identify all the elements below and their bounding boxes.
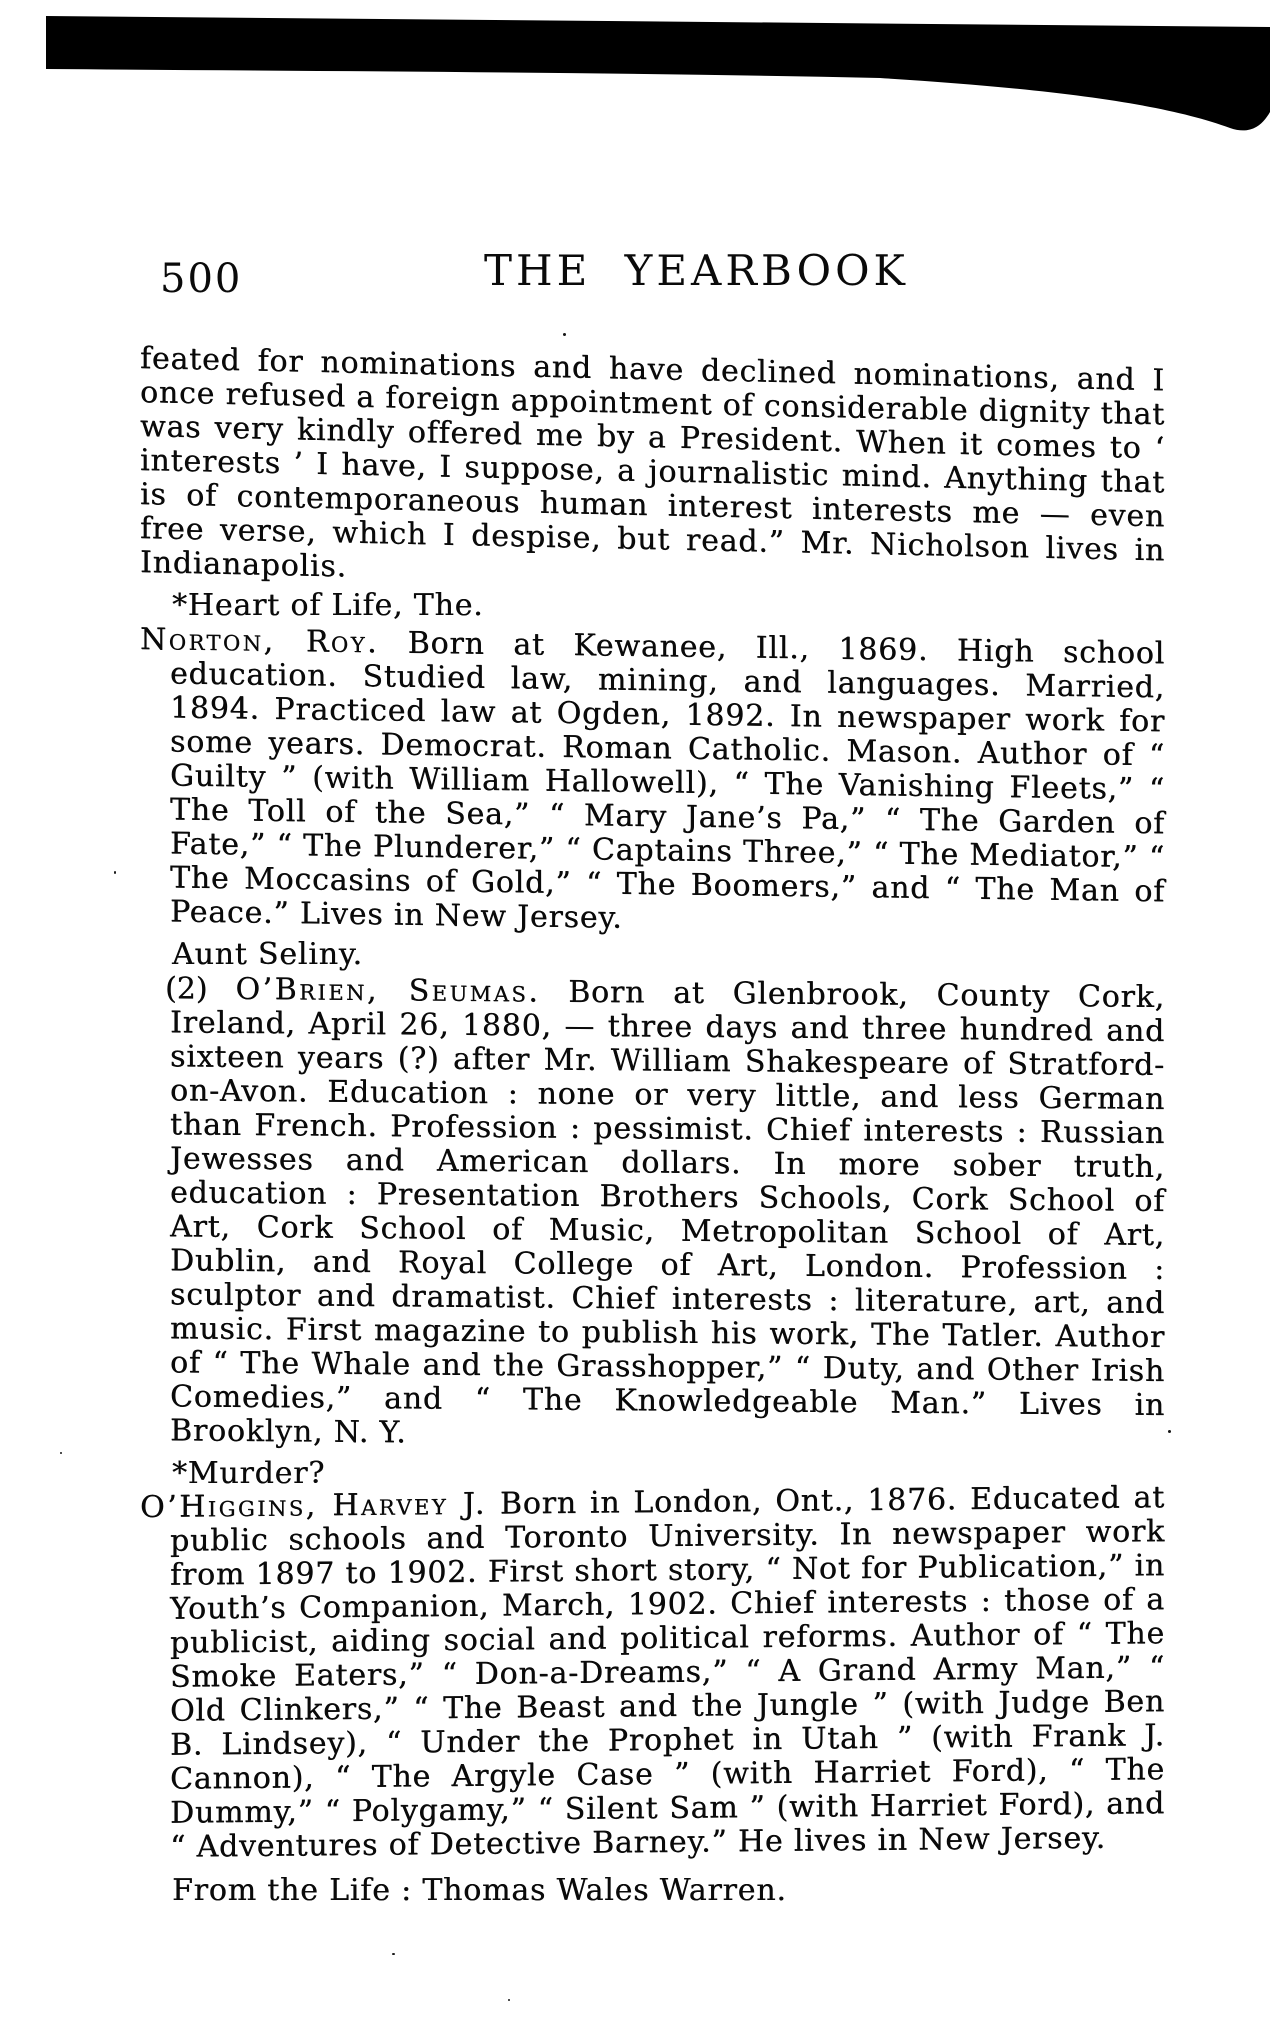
page-number: 500 [160, 256, 243, 302]
entry-ohiggins-body: Born in London, Ont., 1876. Educated at public schools and Toronto University. In newspaper work from 1897 to 1902. First short story, “ Not for Publication,” in Youth’s Companion, March, 1902. Chief interests : those of a publicist, aiding social and political reforms. Author of “ The Smoke Eaters,” “ Don-a-Dreams,” “ A Grand Army Man,” “ Old Clinkers,” “ The Beast and the Jungle ” (with Judge Ben B. Lindsey), “ Under the Prophet in Utah ” (with Frank J. Cannon), “ The Argyle Case ” (with Harriet Ford), “ The Dummy,” “ Polygamy,” “ Silent Sam ” (with Harriet Ford), and “ Adventures of Detective Barney.” He lives in New Jersey. [170, 1480, 1165, 1865]
entry-ohiggins [140, 1481, 1165, 1865]
paragraph-continuation: feated for nominations and have declined nominations, and I once refused a foreign appointment of considerable dignity that was very kindly offered me by a President. When it comes to ‘ interests ’ I have, I suppose, a journalistic mind. Anything that is of contemporaneous human interest interests me — even free verse, which I despise, but read.” Mr. Nicholson lives in Indianapolis. [140, 341, 1165, 585]
scan-speck [60, 1452, 62, 1454]
work-line-murder: *Murder? [172, 1456, 326, 1491]
entry-norton-body: Born at Kewanee, Ill., 1869. High school education. Studied law, mining, and languages. Married, 1894. Practiced law at Ogden, 1892. In newspaper work for some years. Democrat. Roman Catholic. Mason. Author of “ Guilty ” (with William Hallowell), “ The Vanishing Fleets,” “ The Toll of the Sea,” “ Mary Jane’s Pa,” “ The Garden of Fate,” “ The Plunderer,” “ Captains Three,” “ The Mediator,” “ The Moccasins of Gold,” “ The Boomers,” and “ The Man of Peace.” Lives in New Jersey. [170, 625, 1165, 936]
scan-speck [508, 1999, 510, 2001]
page-body [140, 342, 1165, 1908]
entry-obrien-prefix: (2) [165, 971, 208, 1007]
entry-obrien-name: O’Brien, Seumas. [235, 971, 541, 1010]
scan-speck [1168, 1430, 1171, 1433]
entry-obrien [140, 972, 1165, 1457]
scan-speck [392, 1953, 395, 1955]
entry-ohiggins-name: O’Higgins, Harvey J. [140, 1486, 487, 1525]
entry-norton [140, 623, 1165, 943]
scan-speck [563, 333, 566, 336]
scan-artifact-band [0, 0, 1270, 150]
work-line-aunt-seliny: Aunt Seliny. [172, 937, 363, 972]
entry-norton-name: Norton, Roy. [140, 622, 380, 661]
work-line-heart-of-life: *Heart of Life, The. [172, 588, 484, 623]
entry-obrien-body: Born at Glenbrook, County Cork, Ireland, April 26, 1880, — three days and three hundred and sixteen years (?) after Mr. William Shakespeare of Stratford-on-Avon. Education : none or very little, and less German than French. Profession : pessimist. Chief interests : Russian Jewesses and American dollars. In more sober truth, education : Presentation Brothers Schools, Cork School of Art, Cork School of Music, Metropolitan School of Art, Dublin, and Royal College of Art, London. Profession : sculptor and dramatist. Chief interests : literature, art, and music. First magazine to publish his work, The Tatler. Author of “ The Whale and the Grasshopper,” “ Duty, and Other Irish Comedies,” and “ The Knowledgeable Man.” Lives in Brooklyn, N. Y. [170, 974, 1165, 1451]
work-line-from-the-life: From the Life : Thomas Wales Warren. [172, 1873, 787, 1908]
scan-speck [114, 871, 116, 874]
page-header-title: THE YEARBOOK [484, 246, 909, 295]
